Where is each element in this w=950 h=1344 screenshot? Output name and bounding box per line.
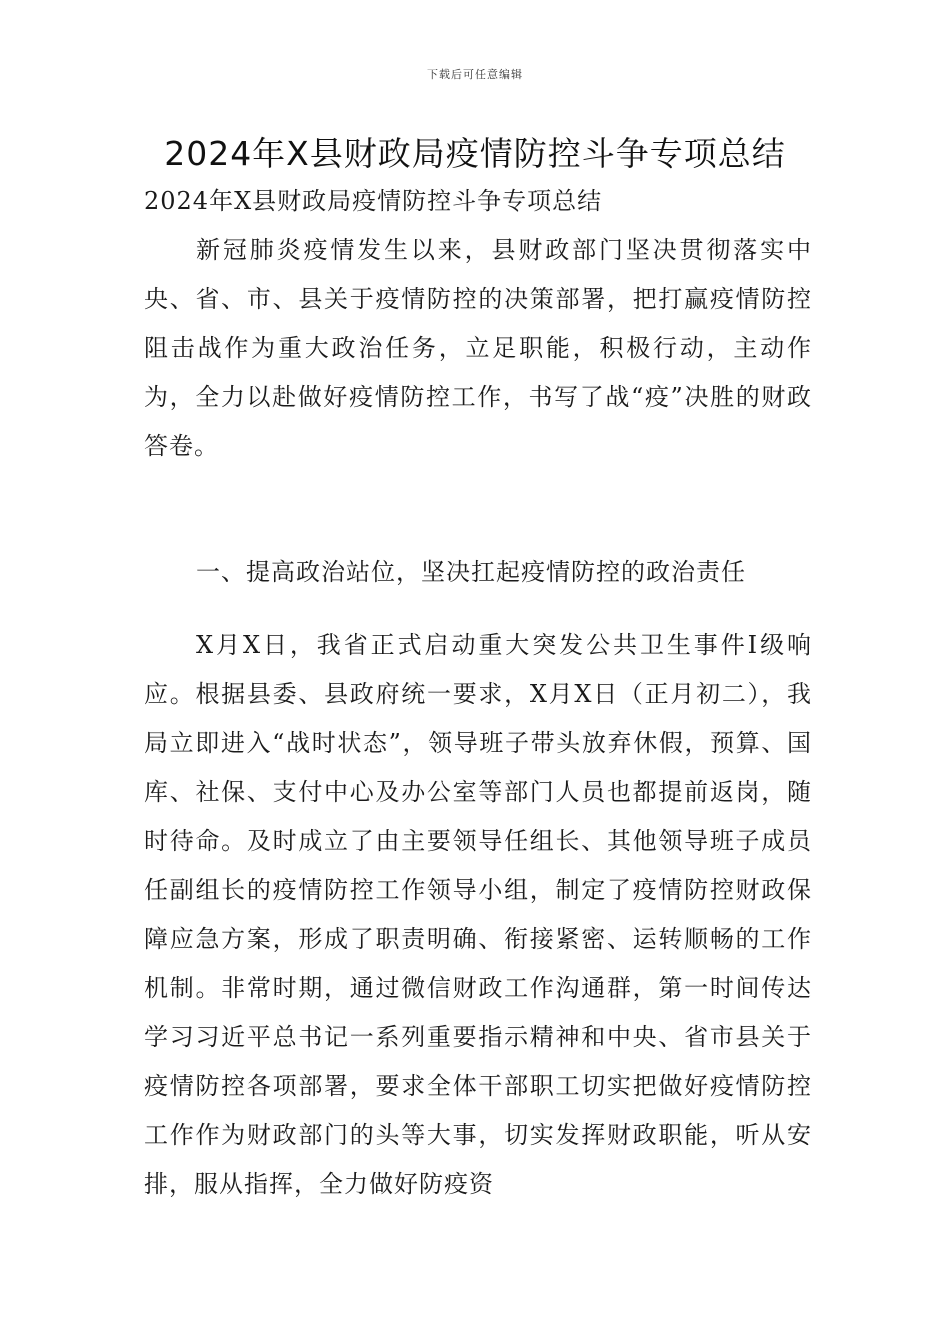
document-subtitle: 2024年X县财政局疫情防控斗争专项总结 [144, 187, 603, 215]
section-heading: 一、提高政治站位，坚决扛起疫情防控的政治责任 [196, 558, 746, 586]
document-title: 2024年X县财政局疫情防控斗争专项总结 [164, 134, 786, 173]
page-header-note: 下载后可任意编辑 [427, 68, 523, 81]
section-paragraph: X月X日，我省正式启动重大突发公共卫生事件Ⅰ级响应。根据县委、县政府统一要求，X月X日（正月初二），我局立即进入“战时状态”，领导班子带头放弃休假，预算、国库、社保、支付中心及办公室等部门人员也都提前返岗，随时待命。及时成立了由主要领导任组长、其他领导班子成员任副组长的疫情防控工作领导小组，制定了疫情防控财政保障应急方案，形成了职责明确、衔接紧密、运转顺畅的工作机制。非常时期，通过微信财政工作沟通群，第一时间传达学习习近平总书记一系列重要指示精神和中央、省市县关于疫情防控各项部署，要求全体干部职工切实把做好疫情防控工作作为财政部门的头等大事，切实发挥财政职能，听从安排，服从指挥，全力做好防疫资 [144, 631, 812, 1198]
intro-paragraph: 新冠肺炎疫情发生以来，县财政部门坚决贯彻落实中央、省、市、县关于疫情防控的决策部署，把打赢疫情防控阻击战作为重大政治任务，立足职能，积极行动，主动作为，全力以赴做好疫情防控工作，书写了战“疫”决胜的财政答卷。 [144, 236, 812, 460]
